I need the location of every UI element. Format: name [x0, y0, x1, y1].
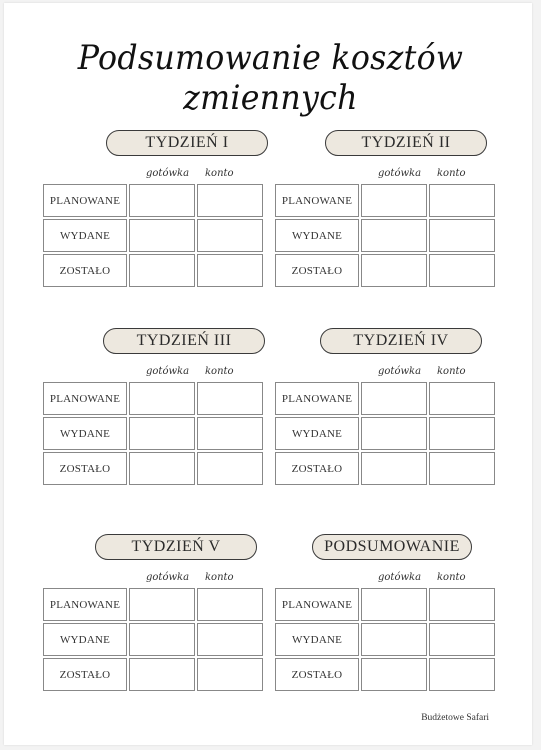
input-cell-account-planned[interactable] — [429, 382, 495, 415]
block-heading: TYDZIEŃ V — [95, 534, 257, 560]
input-cell-account-left[interactable] — [429, 452, 495, 485]
col-header-account: konto — [437, 168, 466, 179]
row-label-planned: PLANOWANE — [43, 184, 127, 217]
row-label-spent: WYDANE — [275, 219, 359, 252]
col-header-cash: gotówka — [378, 366, 422, 377]
input-cell-cash-planned[interactable] — [129, 184, 195, 217]
input-cell-account-spent[interactable] — [197, 219, 263, 252]
budget-table — [43, 184, 263, 287]
footer-brand: Budżetowe Safari — [421, 713, 489, 723]
input-cell-cash-spent[interactable] — [129, 623, 195, 656]
row-label-spent: WYDANE — [275, 417, 359, 450]
input-cell-account-left[interactable] — [429, 254, 495, 287]
col-header-cash: gotówka — [146, 572, 190, 583]
input-cell-account-spent[interactable] — [429, 219, 495, 252]
row-label-left: ZOSTAŁO — [43, 452, 127, 485]
col-header-account: konto — [205, 168, 234, 179]
input-cell-account-spent[interactable] — [429, 623, 495, 656]
input-cell-cash-planned[interactable] — [361, 184, 427, 217]
col-header-cash: gotówka — [378, 572, 422, 583]
block-heading: TYDZIEŃ IV — [320, 328, 482, 354]
row-label-spent: WYDANE — [275, 623, 359, 656]
input-cell-cash-planned[interactable] — [361, 588, 427, 621]
input-cell-cash-spent[interactable] — [361, 219, 427, 252]
row-label-planned: PLANOWANE — [275, 588, 359, 621]
input-cell-cash-left[interactable] — [129, 254, 195, 287]
col-header-account: konto — [205, 572, 234, 583]
input-cell-account-left[interactable] — [197, 452, 263, 485]
row-label-left: ZOSTAŁO — [275, 254, 359, 287]
input-cell-cash-left[interactable] — [361, 658, 427, 691]
input-cell-cash-planned[interactable] — [129, 588, 195, 621]
block-heading: TYDZIEŃ II — [325, 130, 487, 156]
input-cell-cash-spent[interactable] — [361, 623, 427, 656]
input-cell-account-left[interactable] — [429, 658, 495, 691]
input-cell-cash-spent[interactable] — [129, 219, 195, 252]
input-cell-account-left[interactable] — [197, 254, 263, 287]
input-cell-cash-spent[interactable] — [361, 417, 427, 450]
input-cell-account-spent[interactable] — [197, 417, 263, 450]
input-cell-cash-left[interactable] — [361, 452, 427, 485]
row-label-left: ZOSTAŁO — [43, 254, 127, 287]
block-heading: TYDZIEŃ I — [106, 130, 268, 156]
block-heading: PODSUMOWANIE — [312, 534, 472, 560]
block-heading: TYDZIEŃ III — [103, 328, 265, 354]
budget-table — [275, 382, 495, 485]
input-cell-cash-left[interactable] — [129, 452, 195, 485]
input-cell-cash-spent[interactable] — [129, 417, 195, 450]
col-header-cash: gotówka — [378, 168, 422, 179]
budget-table — [43, 382, 263, 485]
col-header-cash: gotówka — [146, 366, 190, 377]
input-cell-account-planned[interactable] — [429, 184, 495, 217]
row-label-left: ZOSTAŁO — [43, 658, 127, 691]
row-label-spent: WYDANE — [43, 417, 127, 450]
input-cell-account-spent[interactable] — [429, 417, 495, 450]
input-cell-cash-left[interactable] — [361, 254, 427, 287]
row-label-spent: WYDANE — [43, 623, 127, 656]
row-label-left: ZOSTAŁO — [275, 452, 359, 485]
col-header-account: konto — [437, 366, 466, 377]
row-label-spent: WYDANE — [43, 219, 127, 252]
input-cell-account-planned[interactable] — [197, 184, 263, 217]
col-header-cash: gotówka — [146, 168, 190, 179]
input-cell-account-spent[interactable] — [197, 623, 263, 656]
input-cell-cash-planned[interactable] — [129, 382, 195, 415]
col-header-account: konto — [437, 572, 466, 583]
budget-table — [43, 588, 263, 691]
input-cell-account-planned[interactable] — [197, 382, 263, 415]
input-cell-cash-planned[interactable] — [361, 382, 427, 415]
row-label-planned: PLANOWANE — [43, 382, 127, 415]
row-label-planned: PLANOWANE — [275, 184, 359, 217]
input-cell-account-planned[interactable] — [197, 588, 263, 621]
row-label-planned: PLANOWANE — [43, 588, 127, 621]
row-label-planned: PLANOWANE — [275, 382, 359, 415]
row-label-left: ZOSTAŁO — [275, 658, 359, 691]
input-cell-cash-left[interactable] — [129, 658, 195, 691]
input-cell-account-planned[interactable] — [429, 588, 495, 621]
page-title: Podsumowanie kosztów zmiennych — [77, 38, 464, 118]
col-header-account: konto — [205, 366, 234, 377]
budget-table — [275, 184, 495, 287]
budget-table — [275, 588, 495, 691]
input-cell-account-left[interactable] — [197, 658, 263, 691]
